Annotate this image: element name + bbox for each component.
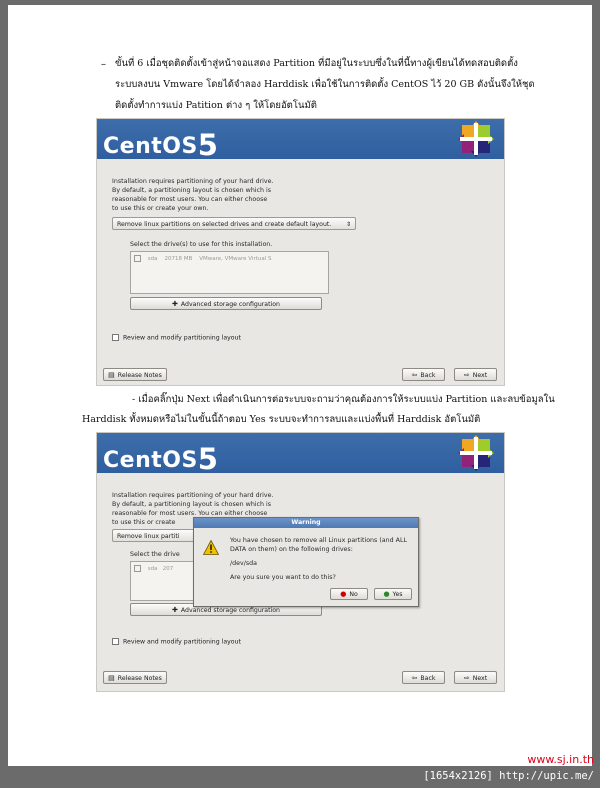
next-button[interactable]: ⇨ Next — [454, 368, 497, 381]
next-arrow-icon: ⇨ — [463, 371, 470, 379]
centos-flower-icon — [458, 435, 494, 471]
review-checkbox[interactable] — [112, 638, 119, 645]
warning-dialog — [193, 517, 419, 607]
installer-banner — [97, 119, 504, 162]
drive-list[interactable] — [130, 251, 329, 294]
document-page — [8, 5, 592, 766]
paragraph-2-line-1: - เมื่อคลิ๊กปุ่ม Next เพื่อดำเนินการต่อระบบจะถามว่าคุณต้องการให้ระบบแบ่ง Partition และลบข้อมูลใน — [132, 394, 555, 405]
intro-line-4: to use this or create — [112, 519, 176, 526]
paragraph-1-line-3: ติดตั้งทำการแบ่ง Patition ต่าง ๆ ให้โดยอัตโนมัติ — [115, 100, 317, 111]
drive-row[interactable]: sda 20718 MB VMware, VMware Virtual S — [134, 255, 272, 262]
drive-checkbox[interactable] — [134, 255, 141, 262]
notes-icon: ▤ — [108, 371, 115, 379]
intro-line-1: Installation requires partitioning of your hard drive. — [112, 178, 274, 185]
add-icon: ✚ — [172, 300, 178, 308]
back-button[interactable]: ⇦ Back — [402, 368, 445, 381]
centos-logo: CentOS5 — [103, 128, 219, 162]
dialog-title: Warning — [194, 518, 418, 528]
paragraph-2-line-2: Harddisk ทั้งหมดหรือไม่ในขั้นนี้ถ้าตอบ Yes ระบบจะทำการลบและแบ่งพื้นที่ Harddisk อัตโนมัติ — [82, 414, 481, 425]
warning-icon — [203, 540, 219, 555]
back-arrow-icon: ⇦ — [411, 371, 418, 379]
back-button[interactable]: ⇦ Back — [402, 671, 445, 684]
no-icon: ● — [340, 590, 347, 598]
centos-logo: CentOS5 — [103, 442, 219, 476]
release-notes-button[interactable]: ▤ Release Notes — [103, 368, 167, 381]
centos-flower-icon — [458, 121, 494, 157]
next-button[interactable]: ⇨ Next — [454, 671, 497, 684]
review-checkbox-row[interactable]: Review and modify partitioning layout — [112, 638, 241, 646]
drive-checkbox[interactable] — [134, 565, 141, 572]
intro-line-3: reasonable for most users. You can either choose — [112, 510, 268, 517]
next-arrow-icon: ⇨ — [463, 674, 470, 682]
footer-resolution: [1654x2126] http://upic.me/ — [423, 770, 594, 782]
paragraph-1-line-1: ขั้นที่ 6 เมื่อชุดติดตั้งเข้าสู่หน้าจอแสดง Partition ที่มีอยู่ในระบบซึ่งในที่นี้ทางผู้เขียนได้ทดสอบติดตั้ง — [115, 58, 518, 69]
dialog-message-line-2: DATA on them) on the following drives: — [230, 546, 353, 553]
yes-button[interactable]: ● Yes — [374, 588, 412, 600]
release-notes-button[interactable]: ▤ Release Notes — [103, 671, 167, 684]
installer-screenshot-1 — [96, 118, 505, 386]
partition-layout-select[interactable]: Remove linux partitions on selected drives and create default layout. ⇕ — [112, 217, 356, 230]
intro-line-2: By default, a partitioning layout is chosen which is — [112, 501, 272, 508]
notes-icon: ▤ — [108, 674, 115, 682]
combo-arrow-icon: ⇕ — [345, 221, 351, 228]
drives-label: Select the drive — [130, 551, 180, 558]
no-button[interactable]: ● No — [330, 588, 368, 600]
advanced-storage-button[interactable]: ✚ Advanced storage configuration — [130, 297, 322, 310]
installer-banner — [97, 433, 504, 476]
review-checkbox-row[interactable]: Review and modify partitioning layout — [112, 334, 241, 342]
back-arrow-icon: ⇦ — [411, 674, 418, 682]
partition-layout-select[interactable]: Remove linux partiti — [112, 529, 356, 542]
yes-icon: ● — [383, 590, 390, 598]
add-icon: ✚ — [172, 606, 178, 614]
drives-label: Select the drive(s) to use for this installation. — [130, 241, 273, 248]
intro-line-1: Installation requires partitioning of your hard drive. — [112, 492, 274, 499]
paragraph-1-line-2: ระบบลงบน Vmware โดยได้จำลอง Harddisk เพื่อใช้ในการติดตั้ง CentOS ไว้ 20 GB ดังนั้นจึงให้ชุด — [115, 79, 535, 90]
dialog-message-line-1: You have chosen to remove all Linux partitions (and ALL — [230, 537, 407, 544]
intro-line-2: By default, a partitioning layout is chosen which is — [112, 187, 272, 194]
list-bullet: – — [101, 59, 106, 70]
intro-line-3: reasonable for most users. You can either choose — [112, 196, 268, 203]
intro-line-4: to use this or create your own. — [112, 205, 209, 212]
review-checkbox[interactable] — [112, 334, 119, 341]
dialog-question: Are you sure you want to do this? — [230, 574, 336, 581]
footer-url[interactable]: www.sj.in.th — [527, 753, 594, 766]
advanced-storage-button[interactable]: ✚ Advanced storage configuration — [130, 603, 322, 616]
drive-row[interactable]: sda 207 — [134, 565, 173, 572]
installer-screenshot-2 — [96, 432, 505, 692]
dialog-drive: /dev/sda — [230, 560, 257, 567]
